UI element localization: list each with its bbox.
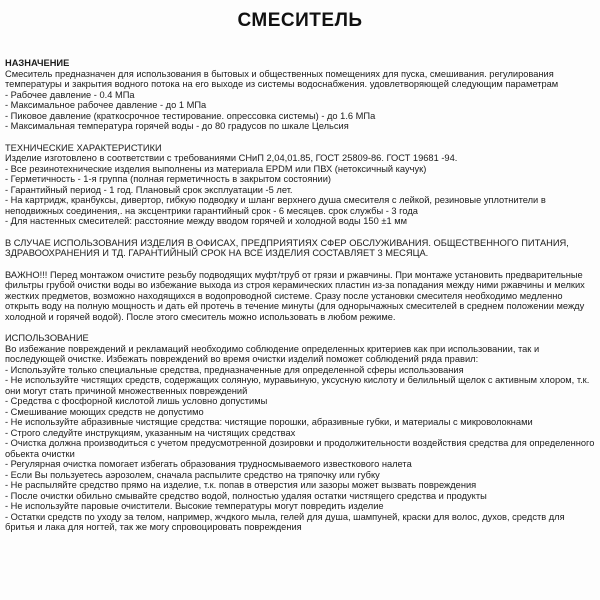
office-warranty-note: В СЛУЧАЕ ИСПОЛЬЗОВАНИЯ ИЗДЕЛИЯ В ОФИСАХ, ПРЕДПРИЯТИЯХ СФЕР ОБСЛУЖИВАНИЯ. ОБЩЕСТВЕННОГО ПИТАНИЯ, ЗДРАВООХРАНЕНИЯ И ТД. ГАРАНТИЙНЫЙ СРОК НА ВСЕ ИЗДЕЛИЯ СОСТАВЛЯЕТ 3 МЕСЯЦА. [5,237,569,258]
bullet-item: - Очистка должна производиться с учетом предусмотренной дозировки и продолжительности воздействия средства для определенного обьекта очистки [5,438,595,459]
bullet-item: - Не используйте паровые очистители. Высокие температуры могут повредить изделие [5,501,384,511]
paragraph: Во избежание повреждений и рекламаций необходимо соблюдение определенных критериев как при использовании, так и последующей очистке. Избежать повреждений во время очистки изделий поможет соблюдений ряда правил: [5,343,540,364]
bullet-item: - Пиковое давление (краткосрочное тестирование. опрессовка системы) - до 1.6 МПа [5,110,376,121]
section-heading-usage: ИСПОЛЬЗОВАНИЕ [5,333,89,343]
bullet-item: - Не используйте чистящих средств, содержащих соляную, муравьиную, уксусную кислоту и белильный щелок с активным хлором, т.к. они могут стать причиной множественных повреждений [5,375,590,396]
bullet-item: - Гарантийный период - 1 год. Плановый срок эксплуатации -5 лет. [5,184,293,195]
bullet-item: - Строго следуйте инструкциям, указанным на чистящих средствах [5,427,296,438]
section-purpose [5,58,595,132]
bullet-item: - После очистки обильно смывайте средство водой, полностью удаляя остатки чистящего средства и продукты [5,490,487,501]
bullet-item: - Смешивание моющих средств не допустимо [5,406,204,417]
paragraph: Изделие изготовлено в соответствии с требованиями СНиП 2,04,01.85, ГОСТ 25809-86. ГОСТ 19681 -94. [5,153,458,163]
bullet-item: - На картридж, кранбуксы, дивертор, гибкую подводку и шланг верхнего душа смесителя с лейкой, резиновые уплотнители в неподвижных соединения,. на эксцентрики гарантийный срок - 6 месяцев. срок службы - 3 года [5,195,546,216]
bullet-item: - Для настенных смесителей: расстояние между вводом горячей и холодной воды 150 ±1 мм [5,216,407,226]
page-title: СМЕСИТЕЛЬ [237,10,363,31]
bullet-item: - Остатки средств по уходу за телом, например, жчдкого мыла, гелей для душа, шампуней, краски для волос, духов, средств для бритья и лака для ногтей, так же могу спровоцировать повреждения [5,511,565,532]
bullet-item: - Все резинотехнические изделия выполнены из материала EPDM или ПВХ (нетоксичный каучук) [5,163,427,174]
bullet-item: - Рабочее давление - 0.4 МПа [5,89,135,100]
bullet-item: - Максимальное рабочее давление - до 1 МПа [5,100,207,110]
section-specs [5,143,595,323]
bullet-item: - Средства с фосфорной кислотой лишь условно допустимы [5,396,268,406]
important-note: ВАЖНО!!! Перед монтажом очистите резьбу подводящих муфт/труб от грязи и ржавчины. При монтаже установить предварительные фильтры грубой очистки воды во избежание выхода из строя керамических пластин из-за попадания между ними ржавчины и мелких жестких предметов, возможно находящихся в водопроводной системе. Сразу после установки смесителя необходимо медленно открыть воду на полную мощность и дать ей протечь в течение минуты (для однорычажных смесителей в среднем положении между холодной и горячей водой). После этого смеситель можно использовать в любом режиме. [5,269,585,322]
bullet-item: - Регулярная очистка помогает избегать образования трудносмываемого известкового налета [5,459,412,469]
section-heading-specs: ТЕХНИЧЕСКИЕ ХАРАКТЕРИСТИКИ [5,142,162,153]
bullet-item: - Максимальная температура горячей воды - до 80 градусов по шкале Цельсия [5,121,349,131]
bullet-item: - Если Вы пользуетесь аэрозолем, сначала распылите средство на тряпочку или губку [5,469,380,480]
bullet-item: - Герметичность - 1-я группа (полная герметичность в закрытом состоянии) [5,174,331,184]
paragraph: Смеситель предназначен для использования в бытовых и общественных помещениях для пуска, смешивания. регулирования температуры и закрытия водного потока на его выходе из системы водоснабжения. удовлетворяющей следующим параметрам [5,68,559,89]
section-heading-purpose: НАЗНАЧЕНИЕ [5,58,70,68]
section-usage [5,333,595,533]
bullet-item: - Не распыляйте средство прямо на изделие, т.к. попав в отверстия или зазоры может вызвать повреждения [5,480,477,490]
bullet-item: - Не используйте абразивные чистящие средства: чистящие порошки, абразивные губки, и материалы с микроволокнами [5,417,533,427]
bullet-item: - Используйте только специальные средства, предназначенные для определенной сферы использования [5,364,464,375]
